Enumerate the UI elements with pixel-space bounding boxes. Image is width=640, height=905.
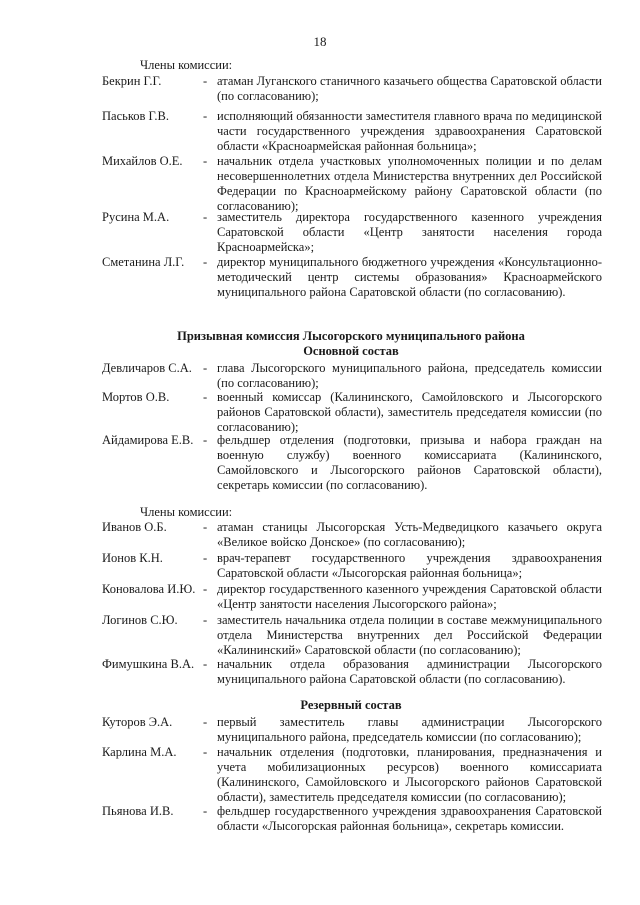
- dash: -: [203, 433, 208, 447]
- member-name: Мортов О.В.: [102, 390, 170, 404]
- member-description: глава Лысогорского муниципального района, председатель комиссии (по согласованию);: [217, 361, 602, 390]
- dash: -: [203, 361, 208, 375]
- dash: -: [203, 551, 208, 565]
- dash: -: [203, 390, 208, 404]
- member-entry: [102, 745, 602, 805]
- member-name: Карлина М.А.: [102, 745, 177, 759]
- member-description: директор муниципального бюджетного учреждения «Консультационно-методический центр системы образования» Красноармейского муниципального района Саратовской области (по согласованию).: [217, 255, 602, 299]
- member-description: военный комиссар (Калининского, Самойловского и Лысогорского районов Саратовской области), заместитель председателя комиссии (по согласованию);: [217, 390, 602, 434]
- member-description: директор государственного казенного учреждения Саратовской области «Центр занятости населения Лысогорского района»;: [217, 582, 602, 611]
- member-description: фельдшер отделения (подготовки, призыва и набора граждан на военную службу) военного комиссариата (Калининского, Самойловского и Лысогорского районов Саратовской области), секретарь комиссии (по согласованию).: [217, 433, 602, 492]
- reserve-title: Резервный состав: [300, 698, 402, 712]
- member-name: Логинов С.Ю.: [102, 613, 178, 627]
- member-name: Михайлов О.Е.: [102, 154, 183, 168]
- member-name: Куторов Э.А.: [102, 715, 173, 729]
- member-name: Иванов О.Б.: [102, 520, 167, 534]
- dash: -: [203, 582, 208, 596]
- dash: -: [203, 613, 208, 627]
- member-description: фельдшер государственного учреждения здравоохранения Саратовской области «Лысогорская районная больница», секретарь комиссии.: [217, 804, 602, 833]
- member-entry: [102, 520, 602, 550]
- member-entry: [102, 390, 602, 435]
- member-entry: [102, 74, 602, 104]
- dash: -: [203, 74, 208, 88]
- member-entry: [102, 154, 602, 214]
- member-entry: [102, 715, 602, 745]
- member-description: первый заместитель главы администрации Лысогорского муниципального района, председатель комиссии (по согласованию);: [217, 715, 602, 744]
- dash: -: [203, 715, 208, 729]
- page-number: 18: [313, 34, 327, 49]
- dash: -: [203, 255, 208, 269]
- member-entry: [102, 255, 602, 300]
- member-entry: [102, 804, 602, 834]
- member-description: начальник отдела участковых уполномоченных полиции и по делам несовершеннолетних отдела Министерства внутренних дел Российской Федерации по Красноармейскому району Саратовской области (по согласованию);: [217, 154, 602, 213]
- member-name: Пьянова И.В.: [102, 804, 174, 818]
- member-entry: [102, 582, 602, 612]
- dash: -: [203, 154, 208, 168]
- member-description: врач-терапевт государственного учреждения здравоохранения Саратовской области «Лысогорская районная больница»;: [217, 551, 602, 580]
- member-name: Ионов К.Н.: [102, 551, 163, 565]
- member-name: Паськов Г.В.: [102, 109, 169, 123]
- member-name: Русина М.А.: [102, 210, 170, 224]
- member-description: заместитель директора государственного казенного учреждения Саратовской области «Центр занятости населения города Красноармейска»;: [217, 210, 602, 254]
- dash: -: [203, 520, 208, 534]
- member-entry: [102, 613, 602, 658]
- member-description: атаман станицы Лысогорская Усть-Медведицкого казачьего округа «Великое войско Донское» (по согласованию);: [217, 520, 602, 549]
- dash: -: [203, 657, 208, 671]
- member-entry: [102, 433, 602, 493]
- members-label: Члены комиссии:: [140, 58, 233, 72]
- member-name: Айдамирова Е.В.: [102, 433, 194, 447]
- member-entry: [102, 210, 602, 255]
- member-description: исполняющий обязанности заместителя главного врача по медицинской части государственного учреждения здравоохранения Саратовской области «Красноармейская районная больница»;: [217, 109, 602, 153]
- member-description: начальник отдела образования администрации Лысогорского муниципального района Саратовской области (по согласованию).: [217, 657, 602, 686]
- members-label: Члены комиссии:: [140, 505, 233, 519]
- section-title: Призывная комиссия Лысогорского муниципального района: [177, 329, 525, 343]
- member-description: атаман Луганского станичного казачьего общества Саратовской области (по согласованию);: [217, 74, 602, 103]
- dash: -: [203, 745, 208, 759]
- member-description: заместитель начальника отдела полиции в составе межмуниципального отдела Министерства внутренних дел Российской Федерации «Калининский» Саратовской области (по согласованию);: [217, 613, 602, 657]
- member-entry: [102, 361, 602, 391]
- member-name: Коновалова И.Ю.: [102, 582, 196, 596]
- member-entry: [102, 657, 602, 687]
- member-name: Бекрин Г.Г.: [102, 74, 162, 88]
- dash: -: [203, 109, 208, 123]
- member-entry: [102, 109, 602, 154]
- member-description: начальник отделения (подготовки, планирования, предназначения и учета мобилизационных ресурсов) военного комиссариата (Калининского, Самойловского и Лысогорского районов Саратовской области), заместитель председателя комиссии (по согласованию);: [217, 745, 602, 804]
- member-name: Фимушкина В.А.: [102, 657, 195, 671]
- member-name: Девличаров С.А.: [102, 361, 192, 375]
- member-entry: [102, 551, 602, 581]
- member-name: Сметанина Л.Г.: [102, 255, 185, 269]
- dash: -: [203, 804, 208, 818]
- section-subtitle: Основной состав: [303, 344, 399, 358]
- dash: -: [203, 210, 208, 224]
